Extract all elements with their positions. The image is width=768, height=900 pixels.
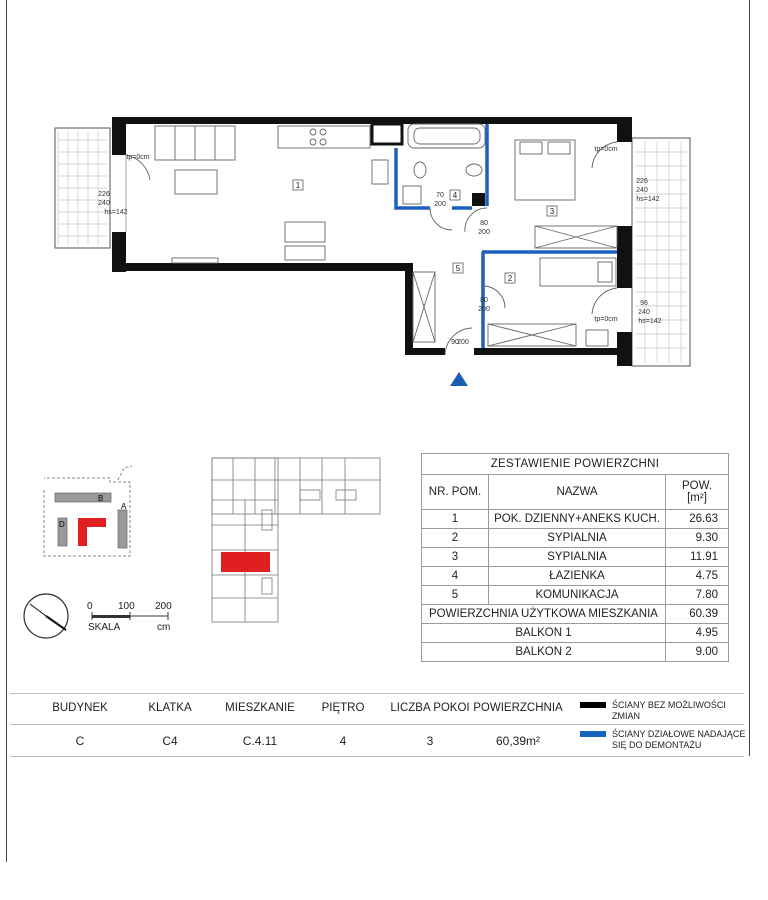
balcony-right-height: 240 [636, 187, 648, 194]
room-name: KOMUNIKACJA [489, 586, 666, 605]
summary-staircase: C4 [162, 734, 178, 748]
scale-label: SKALA [88, 622, 121, 633]
col-header-area-unit: [m²] [687, 492, 707, 504]
scale-tick-200: 200 [155, 601, 172, 612]
balcony-area: 9.00 [666, 643, 729, 662]
total-value: 60.39 [666, 605, 729, 624]
bath-door-width: 70 [436, 192, 444, 199]
table-title: ZESTAWIENIE POWIERZCHNI [422, 454, 729, 475]
entry-door-width: 90 [451, 339, 459, 346]
room-nr: 5 [422, 586, 489, 605]
door-2-width: 80 [480, 297, 488, 304]
living-furniture [126, 126, 388, 263]
key-plan [44, 466, 132, 556]
key-plan-label-a: A [121, 502, 127, 511]
room-area: 11.91 [666, 548, 729, 567]
table-row-total [422, 605, 729, 624]
legend-partition-text: ŚCIANY DZIAŁOWE NADAJĄCE SIĘ DO DEMONTAŻU [612, 729, 746, 750]
summary-header-floor: PIĘTRO [321, 702, 365, 714]
threshold-label-left: tp=0cm [126, 154, 150, 161]
north-arrow-icon [24, 594, 68, 638]
room-area: 9.30 [666, 529, 729, 548]
room-nr: 1 [422, 510, 489, 529]
room-name: ŁAZIENKA [489, 567, 666, 586]
door-3-height: 200 [478, 229, 490, 236]
table-row-balcony [422, 643, 729, 662]
summary-header-staircase: KLATKA [148, 702, 192, 714]
balcony-left-width: 226 [98, 191, 110, 198]
summary-building: C [75, 734, 85, 748]
door-2-height: 200 [478, 306, 490, 313]
balcony-name: BALKON 1 [422, 624, 666, 643]
balcony-left-height: 240 [98, 200, 110, 207]
total-label: POWIERZCHNIA UŻYTKOWA MIESZKANIA [422, 605, 666, 624]
legend-partition-swatch [580, 731, 606, 737]
balcony-area: 4.95 [666, 624, 729, 643]
threshold-label-right-bottom: tp=0cm [594, 316, 618, 323]
room-area: 7.80 [666, 586, 729, 605]
balcony-left [55, 128, 110, 248]
summary-header-apartment: MIESZKANIE [225, 702, 295, 714]
balcony-name: BALKON 2 [422, 643, 666, 662]
balcony-right-width: 226 [636, 178, 648, 185]
room-3-label: 3 [549, 207, 555, 216]
room-4-label: 4 [452, 191, 458, 200]
balcony-right-sill: hs=142 [636, 196, 660, 203]
balcony-left-sill: hs=142 [104, 209, 128, 216]
balcony-right [632, 138, 690, 366]
col-header-area-label: POW. [681, 480, 713, 492]
table-row [422, 529, 729, 548]
room-area: 26.63 [666, 510, 729, 529]
summary-header-building: BUDYNEK [52, 702, 108, 714]
floor-overview [212, 458, 380, 622]
room-5-label: 5 [455, 264, 461, 273]
legend-structural-swatch [580, 702, 606, 708]
summary-header-area: POWIERZCHNIA [473, 702, 563, 714]
table-row-balcony [422, 624, 729, 643]
bathroom-fixtures [403, 124, 485, 230]
bedroom-2-furniture [413, 258, 617, 355]
summary-header-rooms: LICZBA POKOI [390, 702, 470, 714]
area-summary-table [421, 453, 729, 662]
room-2-label: 2 [507, 274, 513, 283]
apartment-highlight [221, 552, 270, 572]
key-plan-label-d: D [59, 520, 65, 529]
table-row [422, 567, 729, 586]
door-3-width: 80 [480, 220, 488, 227]
room-name: SYPIALNIA [489, 548, 666, 567]
window-right-sill: hs=142 [638, 318, 662, 325]
scale-bar [92, 612, 168, 620]
room-name: POK. DZIENNY+ANEKS KUCH. [489, 510, 666, 529]
summary-floor: 4 [339, 734, 347, 748]
summary-area: 60,39m² [495, 734, 541, 748]
table-row [422, 510, 729, 529]
room-nr: 4 [422, 567, 489, 586]
legend-structural-text: ŚCIANY BEZ MOŻLIWOŚCI ZMIAN [612, 700, 726, 721]
room-1-label: 1 [295, 181, 301, 190]
dimension-labels [98, 146, 662, 346]
summary-rooms: 3 [426, 734, 434, 748]
col-header-nr: NR. POM. [422, 475, 489, 510]
scale-unit: cm [157, 622, 171, 633]
col-header-name: NAZWA [489, 475, 666, 510]
col-header-area [666, 475, 729, 510]
table-row [422, 586, 729, 605]
bath-door-height: 200 [434, 201, 446, 208]
scale-tick-100: 100 [118, 601, 135, 612]
room-area: 4.75 [666, 567, 729, 586]
entry-door-height: 200 [457, 339, 469, 346]
table-row [422, 548, 729, 567]
window-right-width: 96 [640, 300, 648, 307]
scale-tick-0: 0 [87, 601, 93, 612]
room-nr: 3 [422, 548, 489, 567]
summary-apartment: C.4.11 [242, 734, 278, 748]
threshold-label-right-top: tp=0cm [594, 146, 618, 153]
apartment-summary [10, 693, 744, 757]
room-nr: 2 [422, 529, 489, 548]
key-plan-label-b: B [98, 494, 104, 503]
entrance-marker-icon [450, 372, 468, 386]
window-right-height: 240 [638, 309, 650, 316]
room-name: SYPIALNIA [489, 529, 666, 548]
partition-walls [396, 124, 617, 348]
